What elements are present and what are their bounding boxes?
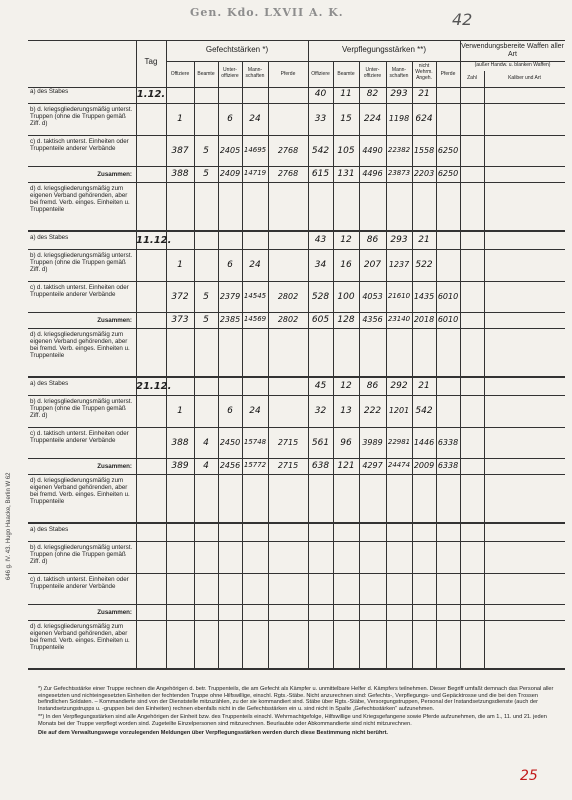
row-label-eigen: d) d. kriegsgliederungsmäßig zum eigenen Verband gehörenden, aber bei fremd. Verb. einges. Einheiten u. Truppenteile — [30, 185, 130, 213]
verpflegung-cell: 522 — [415, 260, 433, 270]
verpflegung-cell: 82 — [366, 89, 379, 99]
col-v-offiziere: Offiziere — [311, 71, 330, 77]
gefecht-cell: 24 — [249, 406, 261, 416]
table-row — [28, 313, 565, 329]
gefecht-cell: 388 — [171, 169, 189, 179]
gefecht-cell: 2456 — [219, 461, 241, 470]
day-value: 11.12. — [136, 235, 172, 246]
verpflegung-cell: 4496 — [362, 169, 383, 178]
table-row — [28, 542, 565, 574]
verpflegung-cell: 24474 — [387, 461, 411, 469]
verpflegung-cell: 21 — [418, 89, 430, 99]
verpflegung-cell: 6250 — [437, 146, 459, 155]
verpflegung-cell: 131 — [337, 169, 355, 179]
verpflegung-cell: 224 — [363, 114, 382, 124]
day-value: 1.12. — [136, 89, 166, 100]
row-label-takt: c) d. taktisch unterst. Einheiten oder Truppenteile anderer Verbände — [30, 284, 129, 298]
verpflegung-cell: 2018 — [413, 315, 435, 324]
table-body — [28, 86, 565, 670]
table-row — [28, 136, 565, 167]
header-gefecht: Gefechtstärken *) — [205, 45, 269, 54]
gefecht-cell: 14545 — [243, 292, 267, 300]
verpflegung-cell: 293 — [390, 89, 408, 99]
day-value: 21.12. — [136, 381, 172, 392]
row-label-kriegs: b) d. kriegsgliederungsmäßig unterst. Truppen (ohne die Truppen gemäß Ziff. d) — [30, 252, 133, 273]
gefecht-cell: 24 — [249, 114, 261, 124]
verpflegung-cell: 6338 — [437, 438, 459, 447]
footnote-gefecht: *) Zur Gefechtsstärke einer Truppe rechnen die Angehörigen d. betr. Truppenteils, die am Gefecht als Kämpfer u. unmittelbare Helfer d. Kämpfers teilnehmen. Dieser Begriff umfaßt demnach das Personal aller eingesetzten und nichteingesetzten Einheiten der fechtenden Truppe ohne Hilfswillige, einschl. Rgts.-Stäbe. Nicht anzurechnen sind: Gefechts-, Verpflegungs- und Gepäcktrosse und die bei den Trossen befindlichen Soldaten. – Kommandierte sind von der Dienststelle mitzuzählen, zu der sie kommandiert sind. Stäbe über Rgts.-Stäbe, Versorgungstruppen, Personal der Instandsetzungsdienste (auch der Instandsetzungstrupps u. -gruppen bei den Einheiten) rechnen ebenfalls nicht in die Gefechtsstärken ein u. sind nicht in Spalte „Gefechtsstärken“ aufzunehmen. — [38, 686, 554, 712]
row-label-takt: c) d. taktisch unterst. Einheiten oder Truppenteile anderer Verbände — [30, 430, 129, 444]
gefecht-cell: 2385 — [219, 315, 241, 324]
table-row — [28, 104, 565, 136]
gefecht-cell: 2768 — [277, 169, 299, 178]
table-row — [28, 428, 565, 459]
gefecht-cell: 6 — [227, 406, 233, 416]
col-v-pferde: Pferde — [440, 71, 456, 77]
gefecht-cell: 2405 — [219, 146, 241, 155]
verpflegung-cell: 32 — [314, 406, 327, 416]
row-label-takt: c) d. taktisch unterst. Einheiten oder Truppenteile anderer Verbände — [30, 576, 129, 590]
verpflegung-cell: 293 — [390, 235, 408, 245]
table-row — [28, 524, 565, 542]
verpflegung-cell: 11 — [340, 89, 352, 99]
gefecht-cell: 389 — [171, 461, 189, 471]
verpflegung-cell: 638 — [311, 461, 330, 471]
table-row — [28, 329, 565, 378]
verpflegung-cell: 86 — [366, 381, 379, 391]
header-verwendung-sub: (außer Handw. u. blanken Waffen) — [474, 62, 551, 68]
col-w-kaliber: Kaliber und Art — [508, 75, 541, 81]
row-label-kriegs: b) d. kriegsgliederungsmäßig unterst. Truppen (ohne die Truppen gemäß Ziff. d) — [30, 544, 133, 565]
row-label-kriegs: b) d. kriegsgliederungsmäßig unterst. Truppen (ohne die Truppen gemäß Ziff. d) — [30, 398, 133, 419]
verpflegung-cell: 45 — [314, 381, 327, 391]
verpflegung-cell: 100 — [337, 292, 355, 302]
gefecht-cell: 15772 — [243, 461, 267, 469]
table-row — [28, 378, 565, 396]
gefecht-cell: 5 — [203, 146, 209, 156]
verpflegung-cell: 121 — [337, 461, 355, 471]
verpflegung-cell: 23873 — [387, 169, 411, 177]
header-verwendung: Verwendungsbereite Waffen aller Art — [461, 43, 564, 58]
verpflegung-cell: 4490 — [362, 146, 383, 155]
table-row — [28, 621, 565, 670]
col-g-pferde: Pferde — [280, 71, 296, 77]
verpflegung-cell: 21 — [418, 381, 430, 391]
verpflegung-cell: 12 — [340, 381, 352, 391]
table-row — [28, 232, 565, 250]
gefecht-cell: 2379 — [219, 292, 241, 301]
verpflegung-cell: 43 — [314, 235, 327, 245]
table-row — [28, 250, 565, 282]
row-label-eigen: d) d. kriegsgliederungsmäßig zum eigenen Verband gehörenden, aber bei fremd. Verb. einges. Einheiten u. Truppenteile — [30, 331, 130, 359]
gefecht-cell: 2715 — [277, 461, 299, 470]
verpflegung-cell: 105 — [337, 146, 355, 156]
col-v-unteroffiziere: Unter-offiziere — [363, 67, 382, 79]
gefecht-cell: 4 — [203, 461, 209, 471]
verpflegung-cell: 23140 — [387, 315, 411, 323]
gefecht-cell: 1 — [177, 114, 183, 124]
col-v-beamte: Beamte — [337, 71, 355, 77]
table-row — [28, 167, 565, 183]
verpflegung-cell: 6250 — [437, 169, 459, 178]
gefecht-cell: 24 — [249, 260, 261, 270]
verpflegung-cell: 4297 — [362, 461, 383, 470]
verpflegung-cell: 624 — [415, 114, 433, 124]
gefecht-cell: 14719 — [243, 169, 267, 177]
col-v-nicht-wehrm: nicht Wehrm. Angeh. — [415, 63, 433, 81]
table-row — [28, 459, 565, 475]
header-verpflegung: Verpflegungsstärken **) — [341, 45, 427, 54]
row-label-stab: a) des Stabes — [30, 526, 69, 533]
verpflegung-cell: 1201 — [388, 406, 410, 415]
verpflegung-cell: 4053 — [362, 292, 383, 301]
verpflegung-cell: 21610 — [387, 292, 411, 300]
table-row — [28, 86, 565, 104]
gefecht-cell: 373 — [171, 315, 189, 325]
verpflegung-cell: 22981 — [387, 438, 411, 446]
gefecht-cell: 2450 — [219, 438, 241, 447]
row-label-zusammen: Zusammen: — [97, 609, 132, 616]
verpflegung-cell: 6010 — [437, 315, 459, 324]
gefecht-cell: 14569 — [243, 315, 267, 323]
verpflegung-cell: 222 — [363, 406, 382, 416]
verpflegung-cell: 615 — [311, 169, 330, 179]
page-number-bottom: 25 — [520, 768, 538, 784]
table-row — [28, 574, 565, 605]
verpflegung-cell: 1198 — [388, 114, 410, 123]
gefecht-cell: 387 — [171, 146, 189, 156]
archive-stamp: Gen. Kdo. LXVII A. K. — [190, 6, 344, 19]
verpflegung-cell: 542 — [311, 146, 330, 156]
col-v-mannschaften: Mann-schaften — [389, 67, 409, 79]
verpflegung-cell: 542 — [415, 406, 433, 416]
col-w-zahl: Zahl — [467, 75, 477, 81]
col-g-mannschaften: Mann-schaften — [245, 67, 265, 79]
gefecht-cell: 15748 — [243, 438, 267, 446]
footnotes — [38, 686, 563, 738]
verpflegung-cell: 561 — [311, 438, 330, 448]
verpflegung-cell: 1435 — [413, 292, 435, 301]
verpflegung-cell: 2203 — [413, 169, 435, 178]
verpflegung-cell: 1558 — [413, 146, 435, 155]
footnote-verpflegung: **) In den Verpflegungsstärken sind alle Angehörigen der Einheit bzw. des Truppenteils einschl. Wehrmachtgefolge, Hilfswillige und Kriegsgefangene sowie Pferde aufzunehmen, die am 1., 11. und 21. jeden Monats bei der Truppe verpflegt worden sind. Zugeteilte Einzelpersonen sind mitzurechnen. Beurlaubte oder Abkommandierte sind nicht mitzurechnen. — [38, 714, 547, 727]
col-g-offiziere: Offiziere — [170, 71, 190, 77]
row-label-stab: a) des Stabes — [30, 88, 69, 95]
verpflegung-cell: 34 — [314, 260, 327, 270]
verpflegung-cell: 21 — [418, 235, 430, 245]
gefecht-cell: 4 — [203, 438, 209, 448]
verpflegung-cell: 15 — [340, 114, 352, 124]
verpflegung-cell: 86 — [366, 235, 379, 245]
row-label-zusammen: Zusammen: — [97, 317, 132, 324]
header-tag: Tag — [144, 57, 158, 66]
verpflegung-cell: 2009 — [413, 461, 435, 470]
verpflegung-cell: 4356 — [362, 315, 383, 324]
gefecht-cell: 6 — [227, 260, 233, 270]
row-label-zusammen: Zusammen: — [97, 171, 132, 178]
verpflegung-cell: 1446 — [413, 438, 435, 447]
row-label-eigen: d) d. kriegsgliederungsmäßig zum eigenen Verband gehörenden, aber bei fremd. Verb. einges. Einheiten u. Truppenteile — [30, 477, 130, 505]
verpflegung-cell: 605 — [311, 315, 330, 325]
verpflegung-cell: 13 — [340, 406, 352, 416]
gefecht-cell: 372 — [171, 292, 189, 302]
col-g-beamte: Beamte — [197, 71, 215, 77]
table-row — [28, 475, 565, 524]
table-header — [28, 40, 565, 88]
gefecht-cell: 5 — [203, 169, 209, 179]
gefecht-cell: 2768 — [277, 146, 299, 155]
gefecht-cell: 5 — [203, 292, 209, 302]
gefecht-cell: 2802 — [277, 315, 299, 324]
gefecht-cell: 2715 — [277, 438, 299, 447]
verpflegung-cell: 16 — [340, 260, 352, 270]
verpflegung-cell: 3989 — [362, 438, 383, 447]
col-g-unteroffiziere: Unter-offiziere — [221, 67, 239, 79]
row-label-kriegs: b) d. kriegsgliederungsmäßig unterst. Truppen (ohne die Truppen gemäß Ziff. d) — [30, 106, 133, 127]
page-number-top: 42 — [452, 10, 473, 29]
gefecht-cell: 5 — [203, 315, 209, 325]
gefecht-cell: 2409 — [219, 169, 241, 178]
row-label-takt: c) d. taktisch unterst. Einheiten oder Truppenteile anderer Verbände — [30, 138, 129, 152]
row-label-stab: a) des Stabes — [30, 380, 69, 387]
verpflegung-cell: 207 — [363, 260, 382, 270]
gefecht-cell: 1 — [177, 260, 183, 270]
verpflegung-cell: 40 — [314, 89, 327, 99]
table-row — [28, 605, 565, 621]
row-label-eigen: d) d. kriegsgliederungsmäßig zum eigenen Verband gehörenden, aber bei fremd. Verb. einges. Einheiten u. Truppenteile — [30, 623, 130, 651]
table-row — [28, 282, 565, 313]
verpflegung-cell: 528 — [311, 292, 330, 302]
gefecht-cell: 388 — [171, 438, 189, 448]
verpflegung-cell: 6338 — [437, 461, 459, 470]
verpflegung-cell: 128 — [337, 315, 355, 325]
footnote-verwaltung: Die auf dem Verwaltungswege vorzulegenden Meldungen über Verpflegungsstärken werden durch diese Bestimmung nicht berührt. — [38, 729, 388, 736]
gefecht-cell: 2802 — [277, 292, 299, 301]
table-row — [28, 183, 565, 232]
printer-note: 646 g. IV. 43. Hugo Haacke, Berlin W 62 — [6, 472, 12, 580]
verpflegung-cell: 12 — [340, 235, 352, 245]
verpflegung-cell: 22382 — [387, 146, 411, 154]
gefecht-cell: 1 — [177, 406, 183, 416]
gefecht-cell: 14695 — [243, 146, 267, 154]
row-label-stab: a) des Stabes — [30, 234, 69, 241]
row-label-zusammen: Zusammen: — [97, 463, 132, 470]
gefecht-cell: 6 — [227, 114, 233, 124]
verpflegung-cell: 33 — [314, 114, 327, 124]
verpflegung-cell: 96 — [340, 438, 352, 448]
verpflegung-cell: 6010 — [437, 292, 459, 301]
verpflegung-cell: 1237 — [388, 260, 410, 269]
verpflegung-cell: 292 — [390, 381, 408, 391]
table-row — [28, 396, 565, 428]
